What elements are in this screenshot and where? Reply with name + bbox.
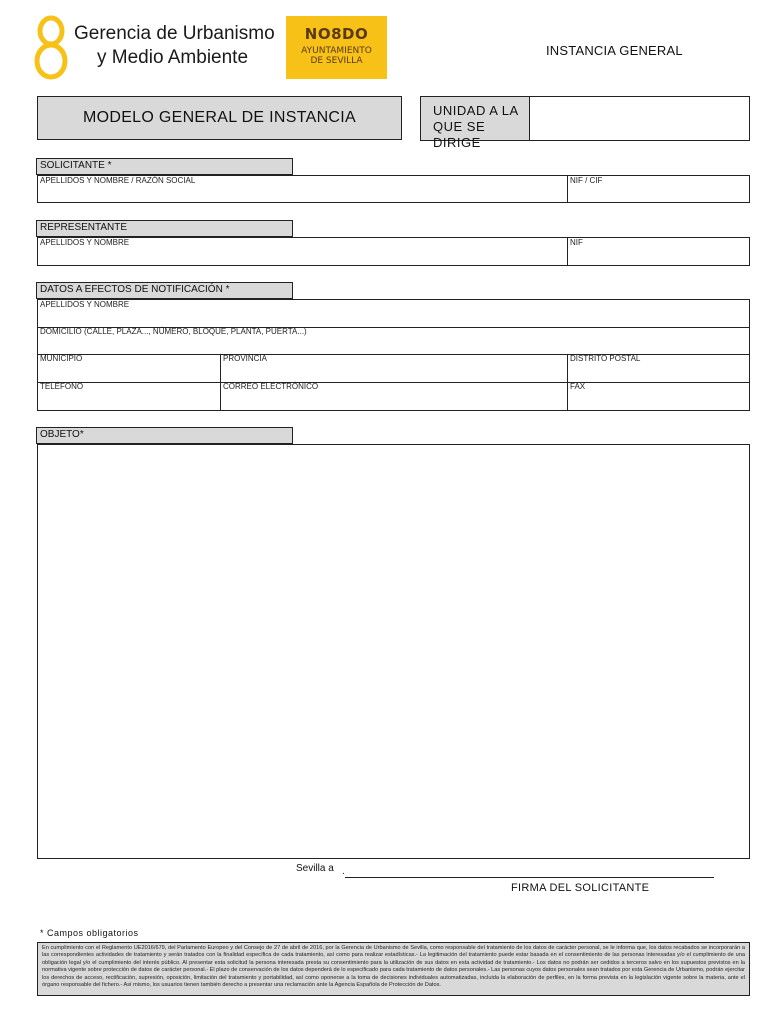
representante-name-label: APELLIDOS Y NOMBRE: [40, 238, 130, 247]
notificacion-address-field[interactable]: [38, 327, 749, 354]
no8do-logo: NO8DO: [304, 25, 369, 43]
email-label: CORREO ELECTRÓNICO: [223, 382, 319, 391]
notificacion-block: [37, 299, 750, 411]
legal-notice: En cumplimiento con el Reglamento UE2016/679, del Parlamento Europeo y del Consejo de 27 de abril de 2016, por la Gerencia de Urbanismo de Sevilla, como responsable del tratamiento de los datos de carácter personal, se le informa que, los datos recabados se incorporarán a las correspondientes actividades de tratamiento y serán tratados con la finalidad específica de cada tratamiento, así como para realizar estadísticas.- La legitimación del tratamiento puede estar basada en el consentimiento de las personas interesadas y/o el cumplimiento de una obligación legal y/o el cumplimiento del interés público. Al presentar esta solicitud la persona interesada presta su consentimiento para la utilización de sus datos en esta actividad de tratamiento.- Los datos no podrán ser cedidos a terceros salvo en los supuestos previstos en la normativa vigente sobre protección de datos de carácter personal.- El plazo de conservación de los datos dependerá de lo especificado para cada tratamiento de datos personales.- Las personas cuyos datos personales sean tratados por esta Gerencia de Urbanismo, podrán ejercitar los derechos de acceso, rectificación, supresión, oposición, limitación del tratamiento y portabilidad, así como oponerse a la toma de decisiones individuales automatizadas, incluida la elaboración de perfiles, en la forma prevista en la legislación vigente sobre la materia, ante el órgano responsable del fichero.- Así mismo, los usuarios tienen también derecho a presentar una reclamación ante la Agencia Española de Protección de Datos.: [37, 942, 750, 996]
solicitante-heading: SOLICITANTE *: [36, 158, 293, 175]
document-type: INSTANCIA GENERAL: [546, 43, 683, 58]
email-field[interactable]: [220, 382, 567, 410]
unidad-input[interactable]: [531, 97, 749, 140]
municipio-label: MUNICIPIO: [40, 354, 83, 363]
notificacion-name-field[interactable]: [38, 300, 749, 327]
unidad-label: [421, 97, 530, 150]
ayto-line1: AYUNTAMIENTO: [301, 46, 372, 56]
solicitante-name-label: APELLIDOS Y NOMBRE / RAZÓN SOCIAL: [40, 176, 196, 185]
solicitante-nif-label: NIF / CIF: [570, 176, 603, 185]
required-fields-note: * Campos obligatorios: [40, 928, 139, 938]
representante-nif-field[interactable]: [567, 238, 749, 265]
municipio-field[interactable]: [38, 354, 220, 382]
postal-field[interactable]: [567, 354, 749, 382]
representante-nif-label: NIF: [570, 238, 583, 247]
postal-label: DISTRITO POSTAL: [570, 354, 641, 363]
place-label: Sevilla a: [296, 863, 334, 874]
form-title: MODELO GENERAL DE INSTANCIA: [37, 96, 402, 140]
telefono-field[interactable]: [38, 382, 220, 410]
solicitante-nif-field[interactable]: [567, 176, 749, 202]
telefono-label: TELÉFONO: [40, 382, 84, 391]
provincia-label: PROVINCIA: [223, 354, 268, 363]
org-name-line2: y Medio Ambiente: [97, 47, 249, 68]
urbanismo-logo-icon: [34, 14, 68, 80]
solicitante-name-field[interactable]: [38, 176, 567, 202]
representante-heading: REPRESENTANTE: [36, 220, 293, 237]
objeto-heading: OBJETO*: [36, 427, 293, 444]
notificacion-heading: DATOS A EFECTOS DE NOTIFICACIÓN *: [36, 282, 293, 299]
fax-label: FAX: [570, 382, 586, 391]
provincia-field[interactable]: [220, 354, 567, 382]
representante-name-field[interactable]: [38, 238, 567, 265]
ayuntamiento-logo: [286, 16, 387, 79]
objeto-textarea[interactable]: [37, 444, 750, 859]
org-name-line1: Gerencia de Urbanismo: [74, 23, 275, 44]
solicitante-row: [37, 175, 750, 203]
ayto-line2: DE SEVILLA: [310, 56, 363, 66]
notificacion-name-label: APELLIDOS Y NOMBRE: [40, 300, 130, 309]
unidad-field: [420, 96, 750, 150]
signature-date-line[interactable]: [345, 877, 714, 878]
fax-field[interactable]: [567, 382, 749, 410]
notificacion-address-label: DOMICILIO (CALLE, PLAZA..., NÚMERO, BLOQUE, PLANTA, PUERTA...): [40, 327, 307, 336]
firma-label: FIRMA DEL SOLICITANTE: [511, 882, 650, 894]
unidad-label-line1: UNIDAD A LA: [433, 103, 519, 118]
unidad-label-line2: QUE SE DIRIGE: [433, 119, 486, 150]
representante-row: [37, 237, 750, 266]
date-dot: .: [342, 866, 345, 877]
